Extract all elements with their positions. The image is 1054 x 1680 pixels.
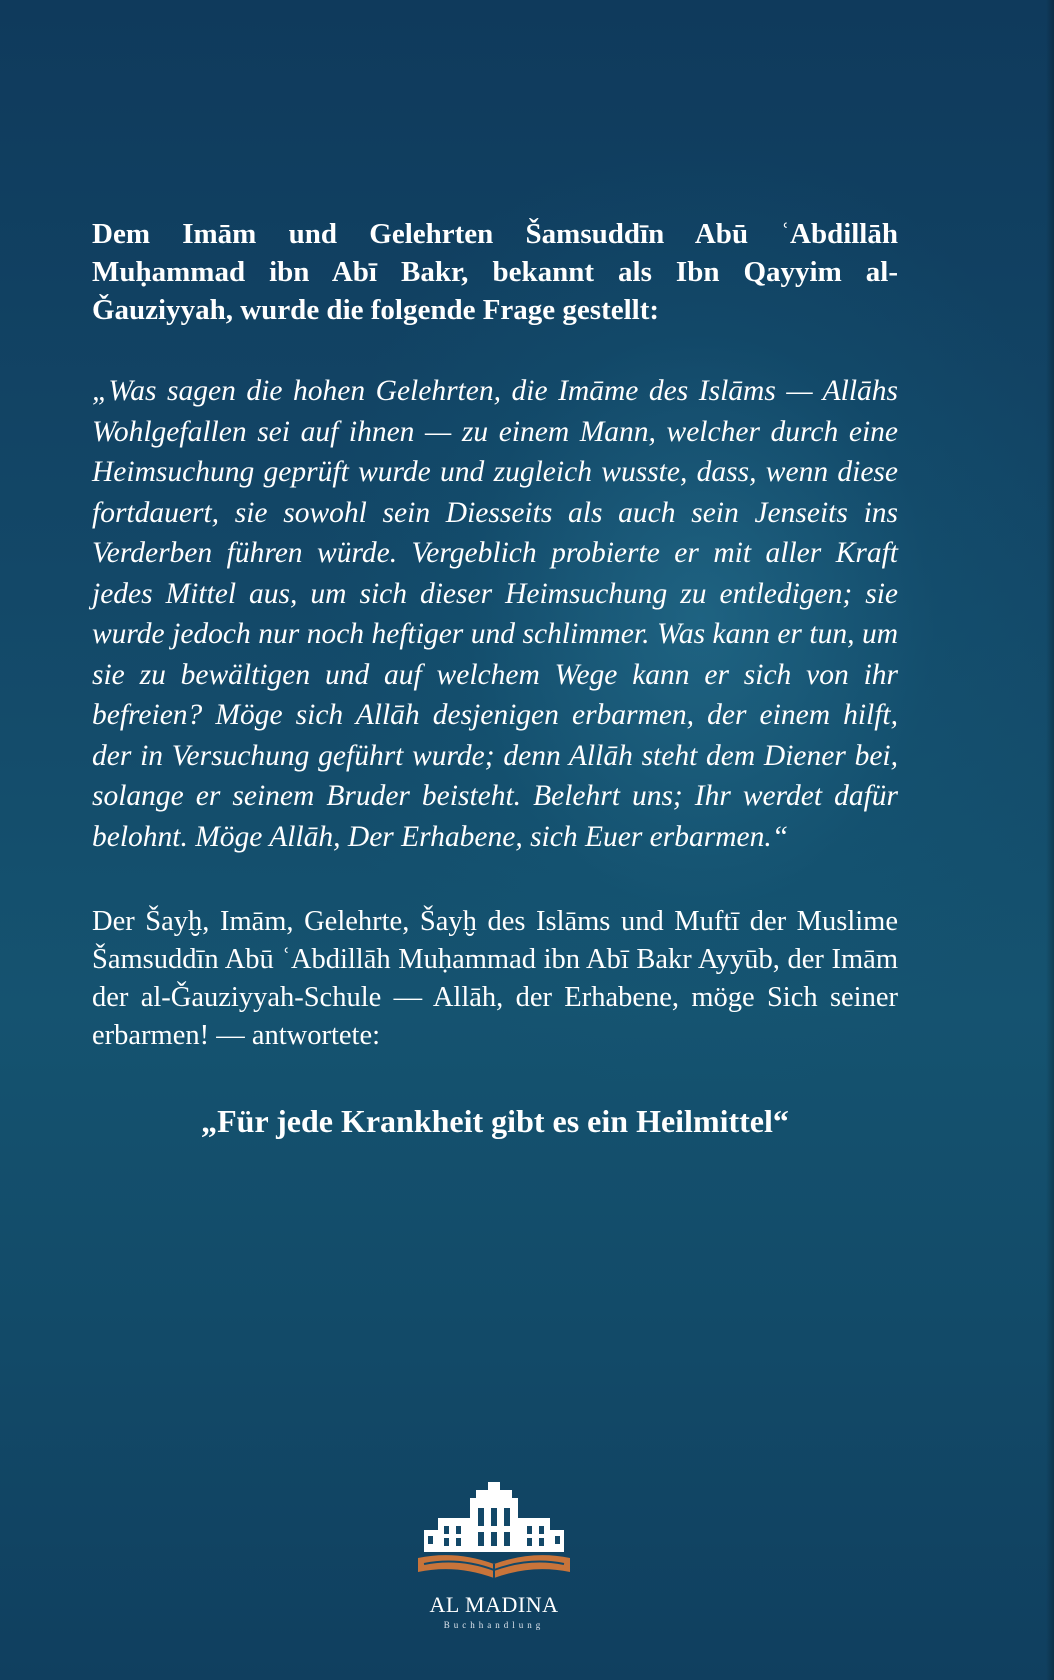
back-cover-text bbox=[92, 215, 898, 1141]
publisher-subtitle: Buchhandlung bbox=[443, 1620, 545, 1630]
building-on-open-book-icon bbox=[404, 1480, 584, 1592]
spine-edge bbox=[1046, 0, 1054, 1680]
answer-paragraph: Der Šayḫ, Imām, Gelehrte, Šayḫ des Islāms und Muftī der Muslime Šamsuddīn Abū ʿAbdillāh Muḥammad ibn Abī Bakr Ayyūb, der Imām der al-Ǧauziyyah-Schule — Allāh, der Erhabene, möge Sich seiner erbarmen! — antwortete: bbox=[92, 906, 898, 1051]
question-paragraph: „Was sagen die hohen Gelehrten, die Imāme des Islāms — Allāhs Wohlgefallen sei auf ihnen — zu einem Mann, welcher durch eine Heimsuchung geprüft wurde und zugleich wusste, dass, wenn diese fortdauert, sie sowohl sein Diesseits als auch sein Jenseits ins Verderben führen würde. Vergeblich probierte er mit aller Kraft jedes Mittel aus, um sich dieser Heimsuchung zu entledigen; sie wurde jedoch nur noch heftiger und schlimmer. Was kann er tun, um sie zu bewältigen und auf welchem Wege kann er sich von ihr befreien? Möge sich Allāh desjenigen erbarmen, der einem hilft, der in Versuchung geführt wurde; denn Allāh steht dem Diener bei, solange er seinem Bruder beisteht. Belehrt uns; Ihr werdet dafür belohnt. Möge Allāh, Der Erhabene, sich Euer erbarmen.“ bbox=[92, 375, 898, 853]
book-title: „Für jede Krankheit gibt es ein Heilmittel“ bbox=[201, 1103, 789, 1139]
intro-paragraph: Dem Imām und Gelehrten Šamsuddīn Abū ʿAbdillāh Muḥammad ibn Abī Bakr, bekannt als Ibn Qayyim al-Ǧauziyyah, wurde die folgende Frage gestellt: bbox=[92, 218, 898, 326]
publisher-logo bbox=[404, 1480, 584, 1650]
publisher-name: AL MADINA bbox=[429, 1592, 559, 1617]
